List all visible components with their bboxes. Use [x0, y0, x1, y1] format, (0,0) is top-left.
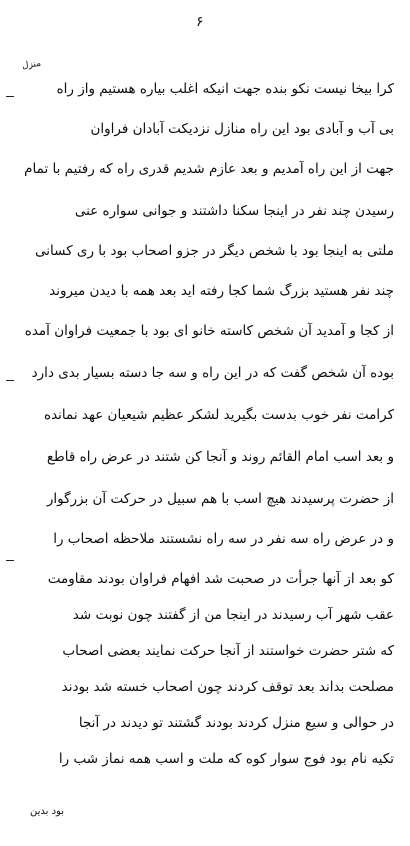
manuscript-line-6: چند نفر هستید بزرگ شما کجا رفته اید بعد همه با دیدن میروند — [49, 283, 394, 299]
manuscript-line-14: عقب شهر آب رسیدند در اینجا من از گفتند چون نوبت شد — [72, 607, 394, 623]
manuscript-line-9: کرامت نفر خوب بدست بگیرید لشکر عظیم شیعیان عهد نمانده — [44, 407, 394, 423]
manuscript-line-15: که شتر حضرت خواستند از آنجا حرکت نمایند بعضی اصحاب — [62, 643, 394, 659]
manuscript-line-7: از کجا و آمدید آن شخص کاسته خانو ای بود با جمعیت فراوان آمده — [24, 323, 394, 339]
manuscript-line-8: بوده آن شخص گفت که در این راه و سه جا دسته بسیار بدی دارد — [31, 365, 394, 381]
manuscript-line-2: بی آب و آبادی بود این راه منازل نزدیکت آبادان فراوان — [90, 121, 394, 137]
manuscript-line-16: مصلحت بداند بعد توقف کردند چون اصحاب خسته شد بودند — [61, 679, 394, 695]
manuscript-line-18: تکیه نام بود فوج سوار کوه که ملت و اسب همه نماز شب را — [58, 751, 394, 767]
margin-tick — [6, 96, 14, 97]
manuscript-line-11: از حضرت پرسیدند هیچ اسب با هم سبیل در حرکت آن بزرگوار — [46, 491, 394, 507]
margin-tick — [6, 380, 14, 381]
manuscript-line-4: رسیدن چند نفر در اینجا سکنا داشتند و جوانی سواره عنی — [74, 203, 394, 219]
manuscript-line-10: و بعد اسب امام القائم روند و آنجا کن شتند در عرض راه قاطع — [46, 449, 394, 465]
margin-note: منزل — [21, 58, 42, 72]
manuscript-line-12: و در عرض راه سه نفر در سه راه نشستند ملاحظه اصحاب را — [53, 531, 394, 547]
margin-tick — [6, 560, 14, 561]
manuscript-line-17: در حوالی و سیع منزل کردند بودند گشتند تو دیدند در آنجا — [78, 715, 394, 731]
manuscript-line-5: ملتی به اینجا بود با شخص دیگر در جزو اصحاب بود با ری کسانی — [35, 243, 394, 259]
manuscript-line-13: کو بعد از آنها جرأت در صحبت شد افهام فراوان بودند مقاومت — [47, 571, 394, 587]
manuscript-line-3: جهت از این راه آمدیم و بعد عازم شدیم قدری راه که رفتیم با تمام — [24, 161, 394, 177]
page-number: ۶ — [196, 14, 204, 30]
catchword: بود بدین — [30, 806, 65, 817]
manuscript-line-1: کرا بیخا نیست نکو بنده جهت انیکه اغلب بیاره هستیم واز راه — [56, 81, 394, 97]
